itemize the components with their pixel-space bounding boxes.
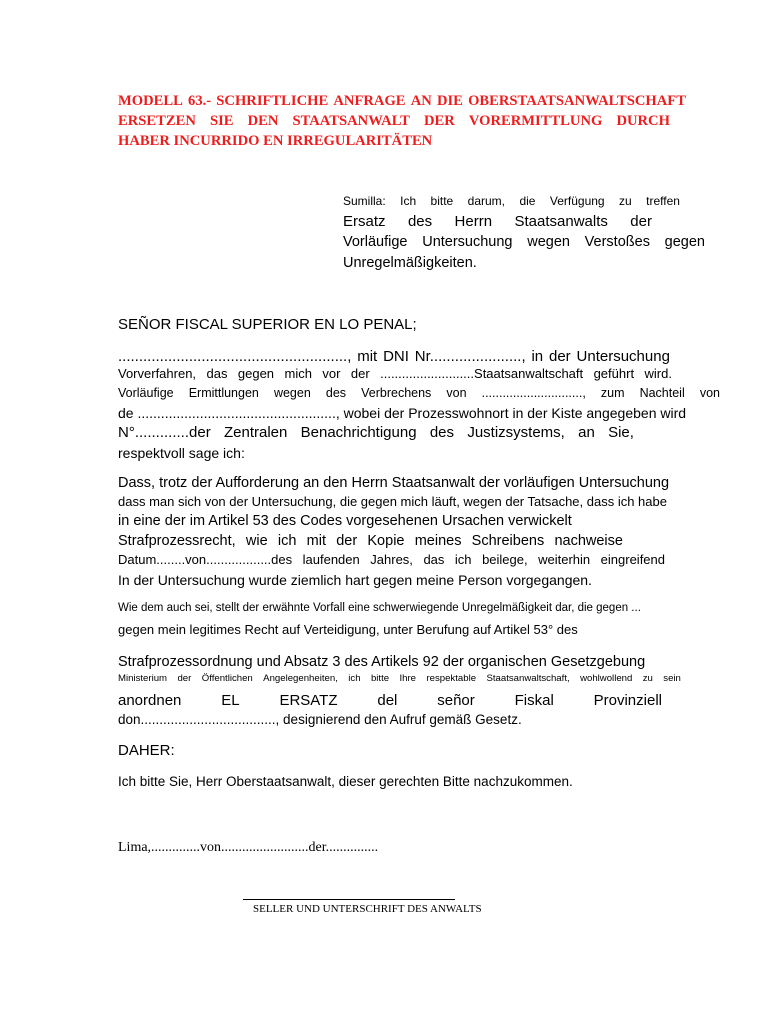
word: Untersuchung xyxy=(422,234,513,250)
word: der xyxy=(549,348,571,365)
word: N°.............der xyxy=(118,424,211,441)
word: SIE xyxy=(209,113,234,129)
word: AN xyxy=(410,93,432,109)
word: sein xyxy=(663,673,681,684)
word: der xyxy=(630,213,652,230)
word: von xyxy=(699,386,720,400)
word: Vorläufige xyxy=(343,234,408,250)
word: wegen xyxy=(527,234,570,250)
body-line-4: de ..................................................., wobei der Prozesswohnort in der Kiste angegeben wird xyxy=(118,405,687,421)
word: wie xyxy=(245,533,268,549)
word: mit xyxy=(357,348,378,365)
sumilla-line-4: Unregelmäßigkeiten. xyxy=(343,255,477,271)
word: Ministerium xyxy=(118,673,168,684)
body-line-7: Dass, trotz der Aufforderung an den Herrn Staatsanwalt der vorläufigen Untersuchung xyxy=(118,475,670,491)
word: bitte xyxy=(370,673,390,684)
body-line-13: Wie dem auch sei, stellt der erwähnte Vorfall eine schwerwiegende Unregelmäßigkeit dar, die gegen ... xyxy=(118,602,641,614)
word: mich xyxy=(284,366,312,381)
word: Sie, xyxy=(608,424,634,441)
word: MODELL xyxy=(118,93,183,109)
word: des xyxy=(407,213,433,230)
word: der xyxy=(350,366,370,381)
word: respektable xyxy=(426,673,477,684)
word: wohlwollend xyxy=(580,673,633,684)
word: eingreifend xyxy=(600,552,665,567)
daher-heading: DAHER: xyxy=(118,742,175,759)
word: Benachrichtigung xyxy=(300,424,417,441)
word: Justizsystems, xyxy=(467,424,565,441)
word: anordnen xyxy=(118,692,182,709)
word: Ermittlungen xyxy=(188,386,259,400)
word: Öffentlichen xyxy=(201,673,253,684)
word: zu xyxy=(642,673,653,684)
word: Verstoßes xyxy=(584,234,650,250)
body-line-16 xyxy=(118,673,681,684)
word: laufenden xyxy=(302,552,360,567)
word: der xyxy=(336,533,358,549)
body-line-6: respektvoll sage ich: xyxy=(118,445,245,461)
word: in xyxy=(531,348,544,365)
word: Jahres, xyxy=(370,552,413,567)
word: zum xyxy=(600,386,625,400)
document-title-line-3: HABER INCURRIDO EN IRREGULARITÄTEN xyxy=(118,133,433,149)
word: 63.- xyxy=(188,93,212,109)
word: Sumilla: xyxy=(343,194,386,208)
document-title-line-2 xyxy=(118,113,670,130)
word: ............................., xyxy=(481,386,586,400)
word: zu xyxy=(619,194,632,208)
word: Ich xyxy=(400,194,417,208)
word: Staatsanwalts xyxy=(514,213,608,230)
body-line-12: In der Untersuchung wurde ziemlich hart gegen meine Person vorgegangen. xyxy=(118,572,592,588)
word: beilege, xyxy=(482,552,528,567)
word: Verbrechens xyxy=(361,386,432,400)
document-title-line-1 xyxy=(118,93,686,110)
word: nachweise xyxy=(554,533,623,549)
word: vor xyxy=(322,366,341,381)
word: SCHRIFTLICHE xyxy=(216,93,329,109)
word: Untersuchung xyxy=(576,348,670,365)
word: Fiskal xyxy=(514,692,554,709)
word: Zentralen xyxy=(223,424,288,441)
body-line-5 xyxy=(118,424,634,441)
body-line-9: in eine der im Artikel 53 des Codes vorgesehenen Ursachen verwickelt xyxy=(118,513,572,529)
word: STAATSANWALT xyxy=(292,113,410,129)
word: gegen xyxy=(664,234,705,250)
word: das xyxy=(206,366,228,381)
word: meines xyxy=(414,533,462,549)
word: die xyxy=(519,194,536,208)
word: Datum........von..................des xyxy=(118,552,293,567)
body-line-3 xyxy=(118,386,720,400)
word: Verfügung xyxy=(549,194,605,208)
salutation: SEÑOR FISCAL SUPERIOR EN LO PENAL; xyxy=(118,316,417,333)
word: Provinziell xyxy=(593,692,662,709)
word: darum, xyxy=(467,194,506,208)
word: del xyxy=(377,692,398,709)
body-line-17 xyxy=(118,692,662,709)
word: Kopie xyxy=(367,533,405,549)
word: mit xyxy=(306,533,326,549)
body-line-11 xyxy=(118,552,665,567)
word: VORERMITTLUNG xyxy=(468,113,603,129)
word: gegen xyxy=(237,366,275,381)
word: EL xyxy=(221,692,240,709)
word: wegen xyxy=(273,386,311,400)
sumilla-line-3 xyxy=(343,234,705,250)
body-line-10 xyxy=(118,533,623,549)
signature-line xyxy=(243,899,455,900)
word: DNI xyxy=(383,348,409,365)
sumilla-line-1 xyxy=(343,194,680,208)
word: Schreibens xyxy=(471,533,545,549)
word: geführt xyxy=(593,366,635,381)
word: DURCH xyxy=(616,113,670,129)
word: DEN xyxy=(247,113,279,129)
word: DIE xyxy=(436,93,463,109)
word: ich xyxy=(277,533,297,549)
word: Angelegenheiten, xyxy=(263,673,338,684)
word: treffen xyxy=(646,194,680,208)
sumilla-line-2 xyxy=(343,213,652,230)
word: ..........................Staatsanwaltschaft xyxy=(380,366,584,381)
word: Nachteil xyxy=(639,386,685,400)
word: Vorverfahren, xyxy=(118,366,197,381)
word: Vorläufige xyxy=(118,386,174,400)
word: von xyxy=(446,386,467,400)
word: ich xyxy=(348,673,361,684)
word: an xyxy=(578,424,595,441)
word: bitte xyxy=(430,194,454,208)
word: ERSATZ xyxy=(279,692,338,709)
word: Staatsanwaltschaft, xyxy=(486,673,570,684)
word: Ersatz xyxy=(343,213,386,230)
body-line-2 xyxy=(118,366,672,381)
word: Ihre xyxy=(399,673,417,684)
body-line-14: gegen mein legitimes Recht auf Verteidigung, unter Berufung auf Artikel 53° des xyxy=(118,622,578,637)
word: DER xyxy=(423,113,455,129)
word: das xyxy=(423,552,445,567)
word: ANFRAGE xyxy=(333,93,406,109)
word: ERSETZEN xyxy=(118,113,196,129)
word: des xyxy=(429,424,455,441)
word: Herrn xyxy=(454,213,493,230)
word: señor xyxy=(437,692,475,709)
date-line: Lima,..............von.........................der............... xyxy=(118,840,379,855)
word: des xyxy=(325,386,347,400)
word: weiterhin xyxy=(538,552,591,567)
word: Nr......................, xyxy=(414,348,526,365)
body-line-8: dass man sich von der Untersuchung, die gegen mich läuft, wegen der Tatsache, dass ich habe xyxy=(118,494,667,509)
word: Strafprozessrecht, xyxy=(118,533,236,549)
word: wird. xyxy=(644,366,672,381)
word: ich xyxy=(454,552,472,567)
request-sentence: Ich bitte Sie, Herr Oberstaatsanwalt, dieser gerechten Bitte nachzukommen. xyxy=(118,774,573,789)
signature-caption: SELLER UND UNTERSCHRIFT DES ANWALTS xyxy=(253,903,482,915)
word: ......................................................., xyxy=(118,348,352,365)
body-line-15: Strafprozessordnung und Absatz 3 des Artikels 92 der organischen Gesetzgebung xyxy=(118,654,646,670)
body-line-18: don...................................., designierend den Aufruf gemäß Gesetz. xyxy=(118,712,522,727)
body-line-1 xyxy=(118,348,670,365)
word: OBERSTAATSANWALTSCHAFT xyxy=(468,93,686,109)
word: der xyxy=(177,673,192,684)
